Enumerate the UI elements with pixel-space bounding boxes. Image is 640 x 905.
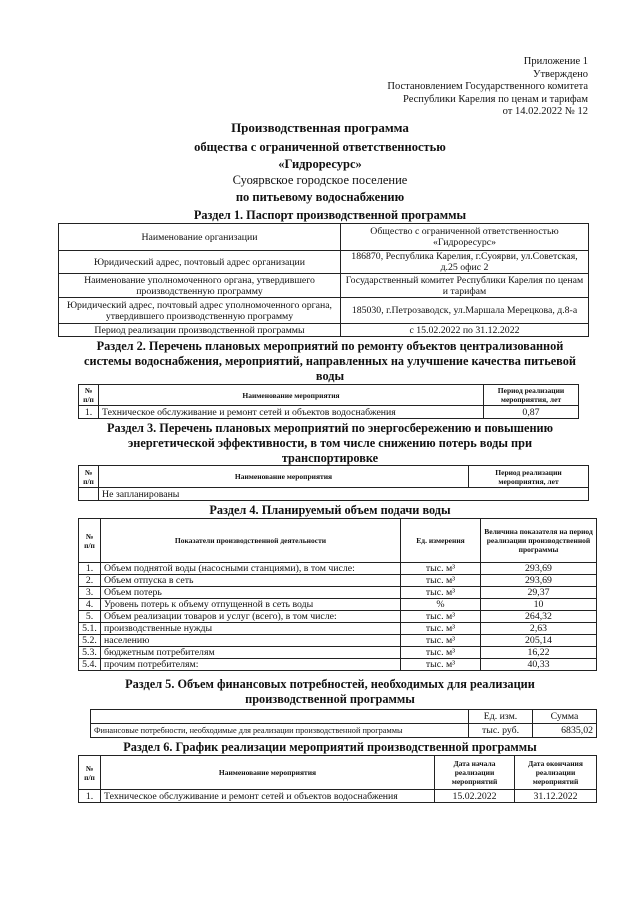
table-row [59,251,589,274]
row-number: 5.4. [79,659,101,671]
section1-table [58,223,589,337]
row-unit: тыс. м³ [401,611,481,623]
row-number [79,488,99,501]
col-period-header: Период реализации мероприятия, лет [469,466,589,488]
row-number: 5.1. [79,623,101,635]
table-row [59,324,589,337]
table-row [79,790,597,803]
table-row [79,563,597,575]
col-number-header: № п/п [79,385,99,406]
document-title: Производственная программа [231,120,409,135]
row-indicator: населению [101,635,401,647]
col-sum-header: Сумма [533,710,597,724]
passport-label: Период реализации производственной программы [59,324,341,337]
section4-title: Раздел 4. Планируемый объем подачи воды [209,503,451,517]
col-unit-header: Ед. измерения [401,519,481,563]
table-row [79,647,597,659]
financial-needs-unit: тыс. руб. [469,724,533,738]
row-indicator: Уровень потерь к объему отпущенной в сеть воды [101,599,401,611]
org-line-2: «Гидроресурс» [278,157,362,171]
table-row [79,599,597,611]
col-period-header: Период реализации мероприятия, лет [484,385,579,406]
row-value: 2,63 [481,623,597,635]
row-number: 5.3. [79,647,101,659]
row-number: 1. [79,563,101,575]
row-unit: тыс. м³ [401,587,481,599]
table-row [59,274,589,298]
table-row [79,611,597,623]
row-indicator: Объем потерь [101,587,401,599]
approved-label: Утверждено [533,68,588,80]
section3-title: Раздел 3. Перечень плановых мероприятий по энергосбережению и повышению энергетической эффективности, в том числе снижению потерь воды при транспортировке [106,421,554,465]
row-value: 16,22 [481,647,597,659]
row-period: 0,87 [484,406,579,419]
section5-table [90,709,597,738]
table-header-row [79,385,579,406]
passport-value: 186870, Республика Карелия, г.Суоярви, ул.Советская, д.25 офис 2 [341,251,589,274]
table-row [79,575,597,587]
table-header-row [79,519,597,563]
financial-needs-sum: 6835,02 [533,724,597,738]
row-unit: тыс. м³ [401,623,481,635]
col-name-header: Наименование мероприятия [101,756,435,790]
row-unit: тыс. м³ [401,635,481,647]
section6-table [78,755,597,803]
col-number-header: № п/п [79,756,101,790]
col-indicator-header: Показатели производственной деятельности [101,519,401,563]
empty-header-cell [91,710,469,724]
row-end-date: 31.12.2022 [515,790,597,803]
program-subject: по питьевому водоснабжению [235,190,405,204]
approval-date: от 14.02.2022 № 12 [502,106,588,117]
row-indicator: прочим потребителям: [101,659,401,671]
section4-table [78,518,597,671]
financial-needs-label: Финансовые потребности, необходимые для реализации производственной программы [91,724,469,738]
passport-label: Юридический адрес, почтовый адрес уполномоченного органа, утвердившего производственную программу [59,298,341,324]
row-number: 3. [79,587,101,599]
approval-authority-1: Постановлением Государственного комитета [387,81,588,92]
section3-table [78,465,589,501]
row-indicator: бюджетным потребителям [101,647,401,659]
row-number: 2. [79,575,101,587]
col-name-header: Наименование мероприятия [99,466,469,488]
row-value: 293,69 [481,563,597,575]
col-unit-header: Ед. изм. [469,710,533,724]
col-end-header: Дата окончания реализации мероприятий [515,756,597,790]
not-planned-text: Не запланированы [99,488,589,501]
row-value: 29,37 [481,587,597,599]
row-unit: тыс. м³ [401,563,481,575]
passport-value: с 15.02.2022 по 31.12.2022 [341,324,589,337]
row-number: 4. [79,599,101,611]
table-row [91,724,597,738]
row-unit: % [401,599,481,611]
table-row [79,635,597,647]
col-value-header: Величина показателя на период реализации производственной программы [481,519,597,563]
table-row [79,488,589,501]
table-header-row [91,710,597,724]
row-value: 40,33 [481,659,597,671]
settlement-name: Суоярвское городское поселение [232,173,408,187]
approval-authority-2: Республики Карелия по ценам и тарифам [403,93,588,105]
col-name-header: Наименование мероприятия [99,385,484,406]
appendix-label: Приложение 1 [523,56,588,67]
row-unit: тыс. м³ [401,659,481,671]
passport-value: Общество с ограниченной ответственностью «Гидроресурс» [341,224,589,251]
row-start-date: 15.02.2022 [435,790,515,803]
row-name: Техническое обслуживание и ремонт сетей и объектов водоснабжения [99,406,484,419]
row-indicator: Объем реализации товаров и услуг (всего), в том числе: [101,611,401,623]
row-number: 5. [79,611,101,623]
row-indicator: Объем отпуска в сеть [101,575,401,587]
row-value: 10 [481,599,597,611]
row-indicator: Объем поднятой воды (насосными станциями), в том числе: [101,563,401,575]
row-number: 1. [79,406,99,419]
section1-title: Раздел 1. Паспорт производственной программы [193,208,467,222]
table-row [79,587,597,599]
row-number: 1. [79,790,101,803]
section6-title: Раздел 6. График реализации мероприятий производственной программы [123,740,537,754]
table-header-row [79,756,597,790]
col-start-header: Дата начала реализации мероприятий [435,756,515,790]
col-number-header: № п/п [79,466,99,488]
row-unit: тыс. м³ [401,647,481,659]
row-value: 293,69 [481,575,597,587]
row-value: 205,14 [481,635,597,647]
row-name: Техническое обслуживание и ремонт сетей и объектов водоснабжения [101,790,435,803]
section5-title: Раздел 5. Объем финансовых потребностей, необходимых для реализации производственной программы [125,677,535,706]
passport-label: Наименование уполномоченного органа, утвердившего производственную программу [59,274,341,298]
section2-table [78,384,579,419]
table-row [79,659,597,671]
org-line-1: общества с ограниченной ответственностью [194,140,446,154]
table-row [79,406,579,419]
row-indicator: производственные нужды [101,623,401,635]
passport-value: Государственный комитет Республики Карелия по ценам и тарифам [341,274,589,298]
row-number: 5.2. [79,635,101,647]
table-row [59,298,589,324]
row-unit: тыс. м³ [401,575,481,587]
passport-value: 185030, г.Петрозаводск, ул.Маршала Мерецкова, д.8-а [341,298,589,324]
table-row [79,623,597,635]
col-number-header: № п/п [79,519,101,563]
section2-title: Раздел 2. Перечень плановых мероприятий по ремонту объектов централизованной системы водоснабжения, мероприятий, направленных на улучшение качества питьевой воды [84,339,576,383]
row-value: 264,32 [481,611,597,623]
table-row [59,224,589,251]
passport-label: Юридический адрес, почтовый адрес организации [59,251,341,274]
passport-label: Наименование организации [59,224,341,251]
table-header-row [79,466,589,488]
approval-block [288,56,588,119]
